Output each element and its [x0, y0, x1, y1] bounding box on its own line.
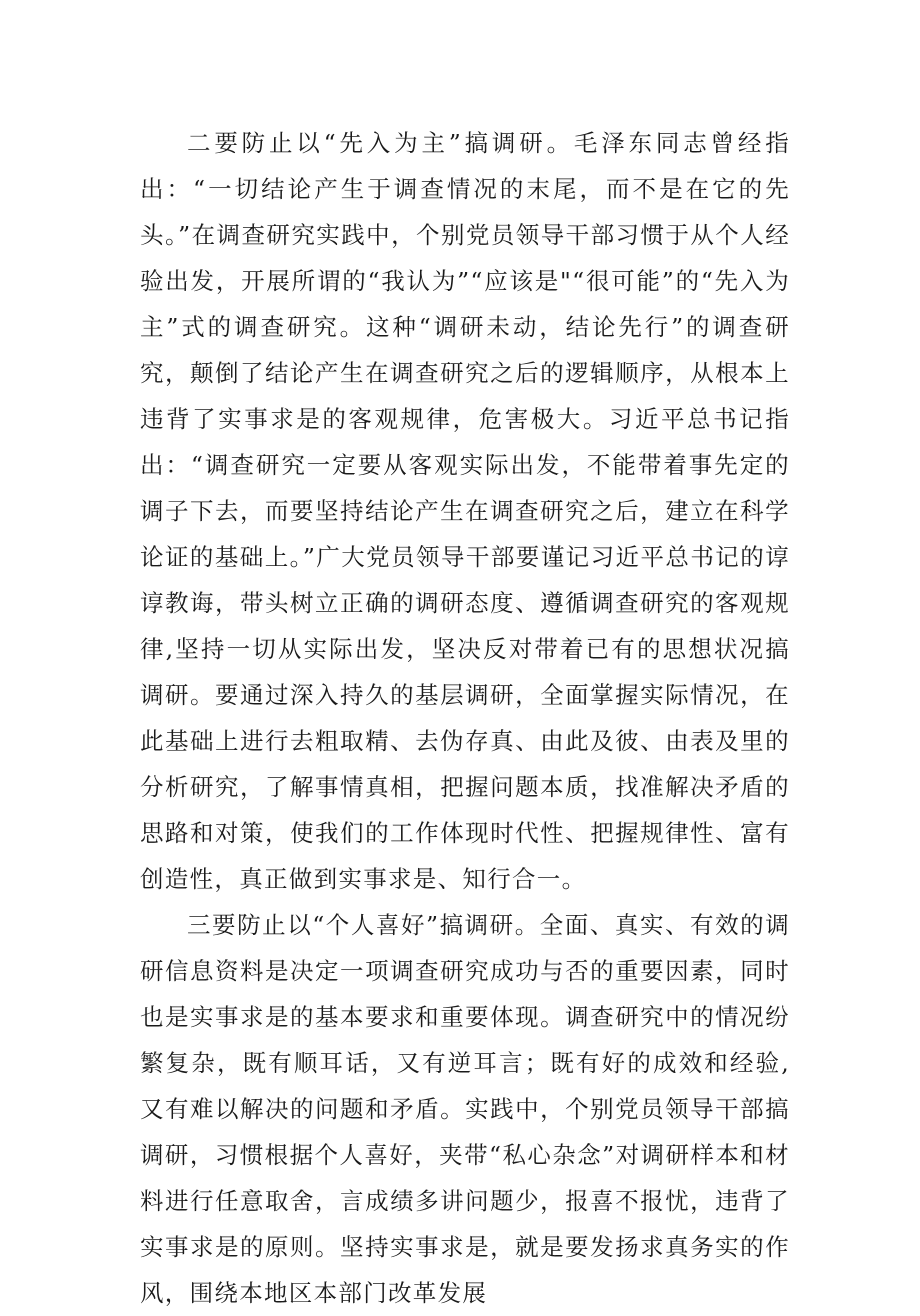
paragraph-2: 二要防止以“先入为主”搞调研。毛泽东同志曾经指出：“一切结论产生于调查情况的末尾，而不是在它的先头。”在调查研究实践中，个别党员领导干部习惯于从个人经验出发，开展所谓的“我认为”“应该是"“很可能”的“先入为主”式的调查研究。这种“调研未动，结论先行”的调查研究，颠倒了结论产生在调查研究之后的逻辑顺序，从根本上违背了实事求是的客观规律，危害极大。习近平总书记指出：“调查研究一定要从客观实际出发，不能带着事先定的调子下去，而要坚持结论产生在调查研究之后，建立在科学论证的基础上。”广大党员领导干部要谨记习近平总书记的谆谆教诲，带头树立正确的调研态度、遵循调查研究的客观规律,坚持一切从实际出发，坚决反对带着已有的思想状况搞调研。要通过深入持久的基层调研，全面掌握实际情况，在此基础上进行去粗取精、去伪存真、由此及彼、由表及里的分析研究，了解事情真相，把握问题本质，找准解决矛盾的思路和对策，使我们的工作体现时代性、把握规律性、富有创造性，真正做到实事求是、知行合一。 [140, 129, 790, 893]
paragraph-3: 三要防止以“个人喜好”搞调研。全面、真实、有效的调研信息资料是决定一项调查研究成功与否的重要因素，同时也是实事求是的基本要求和重要体现。调查研究中的情况纷繁复杂，既有顺耳话，又有逆耳言；既有好的成效和经验,又有难以解决的问题和矛盾。实践中，个别党员领导干部搞调研，习惯根据个人喜好，夹带“私心杂念”对调研样本和材料进行任意取舍，言成绩多讲问题少，报喜不报忧，违背了实事求是的原则。坚持实事求是，就是要发扬求真务实的作风，围绕本地区本部门改革发展 [140, 911, 790, 1307]
document-body [140, 120, 790, 1316]
